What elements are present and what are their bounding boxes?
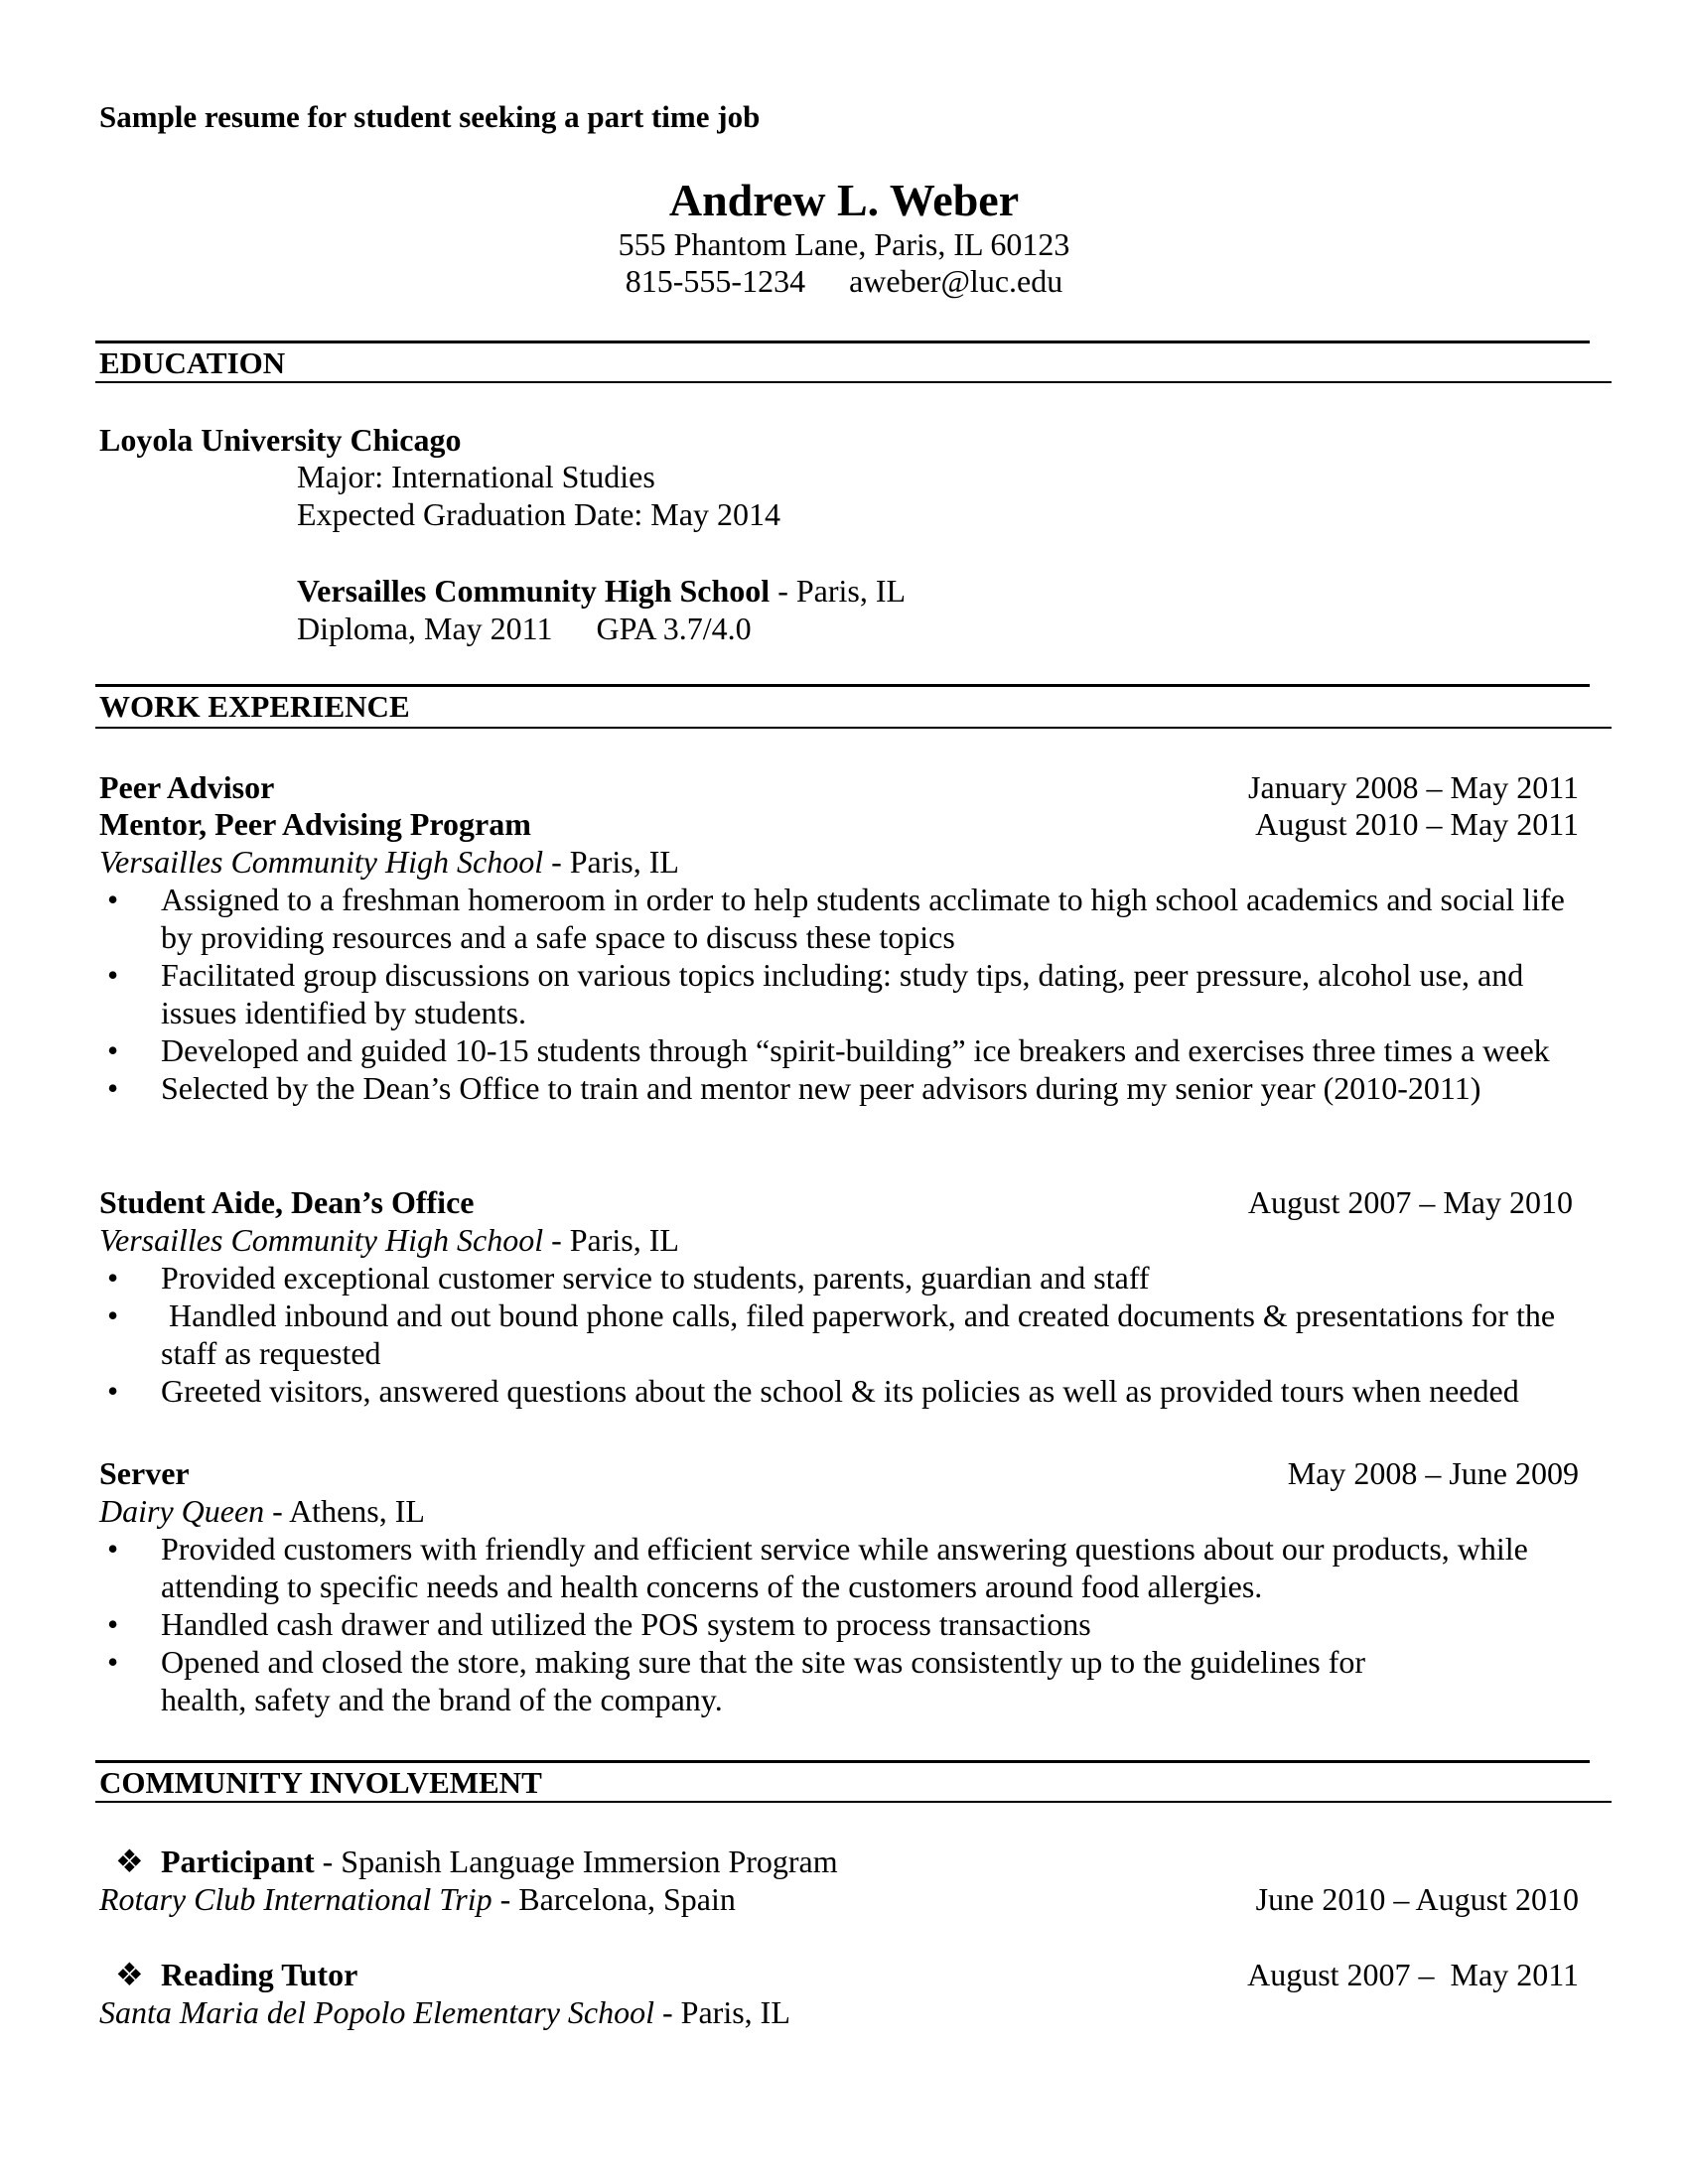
job-title: Server [99, 1455, 190, 1491]
list-item: • Provided exceptional customer service to students, parents, guardian and staff [107, 1260, 1150, 1296]
job-bullets [0, 881, 1688, 1107]
bullet-icon: • [107, 1297, 119, 1333]
job-dates: May 2008 – June 2009 [1287, 1455, 1579, 1491]
community-org: Rotary Club International Trip [99, 1881, 492, 1917]
job-org-line [99, 1221, 679, 1259]
community-title: COMMUNITY INVOLVEMENT [99, 1765, 542, 1800]
community-dates: June 2010 – August 2010 [1255, 1881, 1579, 1917]
university-graduation: Expected Graduation Date: May 2014 [297, 496, 780, 532]
job-location: - Paris, IL [543, 1222, 679, 1258]
bullet-icon: • [107, 1644, 119, 1680]
section-rule [95, 1801, 1612, 1803]
section-rule [95, 341, 1590, 343]
bullet-icon: • [107, 882, 119, 917]
list-item: • Handled inbound and out bound phone calls, filed paperwork, and created documents & presentations for the staff as requested [107, 1297, 1564, 1371]
list-item: • Facilitated group discussions on various topics including: study tips, dating, peer pressure, alcohol use, and issues identified by students. [107, 957, 1524, 1030]
job-title: Peer Advisor [99, 769, 275, 805]
diamond-bullet-icon: ❖ [115, 1957, 144, 1992]
bullet-icon: • [107, 1373, 119, 1409]
list-item: • Selected by the Dean’s Office to train and mentor new peer advisors during my senior year (2010-2011) [107, 1070, 1481, 1106]
high-school-gpa: GPA 3.7/4.0 [596, 611, 752, 646]
community-org-line [99, 1993, 790, 2031]
education-title: EDUCATION [99, 345, 286, 380]
job-location: - Athens, IL [264, 1493, 425, 1529]
document-heading: Sample resume for student seeking a part time job [99, 99, 761, 134]
bullet-icon: • [107, 1070, 119, 1106]
list-item: • Assigned to a freshman homeroom in order to help students acclimate to high school academics and social life by providing resources and a safe space to discuss these topics [107, 882, 1565, 955]
job-org-line [99, 843, 679, 881]
list-item: • Greeted visitors, answered questions about the school & its policies as well as provided tours when needed [107, 1373, 1519, 1409]
list-item: • Developed and guided 10-15 students through “spirit-building” ice breakers and exercises three times a week [107, 1032, 1550, 1068]
section-rule [95, 684, 1590, 687]
high-school-location: - Paris, IL [770, 573, 907, 609]
bullet-icon: • [107, 1606, 119, 1642]
community-location: - Barcelona, Spain [492, 1881, 736, 1917]
job-subdates: August 2010 – May 2011 [1255, 806, 1579, 842]
job-bullets [0, 1259, 1688, 1410]
university-major: Major: International Studies [297, 459, 655, 494]
job-org: Versailles Community High School [99, 844, 544, 880]
community-dates: August 2007 – May 2011 [1247, 1957, 1579, 1992]
community-entry-heading [115, 1956, 357, 1993]
job-location: - Paris, IL [543, 844, 679, 880]
community-role: Reading Tutor [161, 1957, 358, 1992]
bullet-icon: • [107, 1260, 119, 1296]
section-rule [95, 381, 1612, 383]
high-school-line [297, 572, 906, 610]
community-entry-heading [115, 1843, 838, 1880]
university-name: Loyola University Chicago [99, 422, 462, 458]
community-detail: - Spanish Language Immersion Program [314, 1843, 838, 1879]
list-item: • Opened and closed the store, making sure that the site was consistently up to the guidelines for health, safety and the brand of the company. [107, 1644, 1366, 1717]
job-org: Dairy Queen [99, 1493, 265, 1529]
section-rule [95, 727, 1612, 729]
high-school-diploma-line [297, 610, 752, 647]
community-org: Santa Maria del Popolo Elementary School [99, 1994, 655, 2030]
community-org-line [99, 1880, 736, 1918]
applicant-name: Andrew L. Weber [668, 175, 1020, 225]
list-item: • Handled cash drawer and utilized the POS system to process transactions [107, 1606, 1091, 1642]
job-title: Student Aide, Dean’s Office [99, 1184, 475, 1220]
job-org: Versailles Community High School [99, 1222, 544, 1258]
high-school-diploma: Diploma, May 2011 [297, 611, 553, 646]
high-school-name: Versailles Community High School [297, 573, 771, 609]
list-item: • Provided customers with friendly and efficient service while answering questions about our products, while attending to specific needs and health concerns of the customers around food allergies. [107, 1531, 1528, 1604]
job-dates: January 2008 – May 2011 [1248, 769, 1579, 805]
community-role: Participant [161, 1843, 315, 1879]
applicant-contact [0, 262, 1688, 300]
applicant-email: aweber@luc.edu [849, 263, 1063, 299]
section-rule [95, 1760, 1590, 1763]
job-subtitle: Mentor, Peer Advising Program [99, 806, 531, 842]
job-bullets [0, 1530, 1688, 1718]
diamond-bullet-icon: ❖ [115, 1843, 144, 1879]
bullet-icon: • [107, 957, 119, 993]
job-dates: August 2007 – May 2010 [1247, 1184, 1573, 1220]
applicant-phone: 815-555-1234 [625, 263, 806, 299]
bullet-icon: • [107, 1531, 119, 1567]
job-org-line [99, 1492, 425, 1530]
work-title: WORK EXPERIENCE [99, 689, 410, 724]
applicant-address: 555 Phantom Lane, Paris, IL 60123 [618, 226, 1070, 262]
bullet-icon: • [107, 1032, 119, 1068]
community-location: - Paris, IL [654, 1994, 790, 2030]
